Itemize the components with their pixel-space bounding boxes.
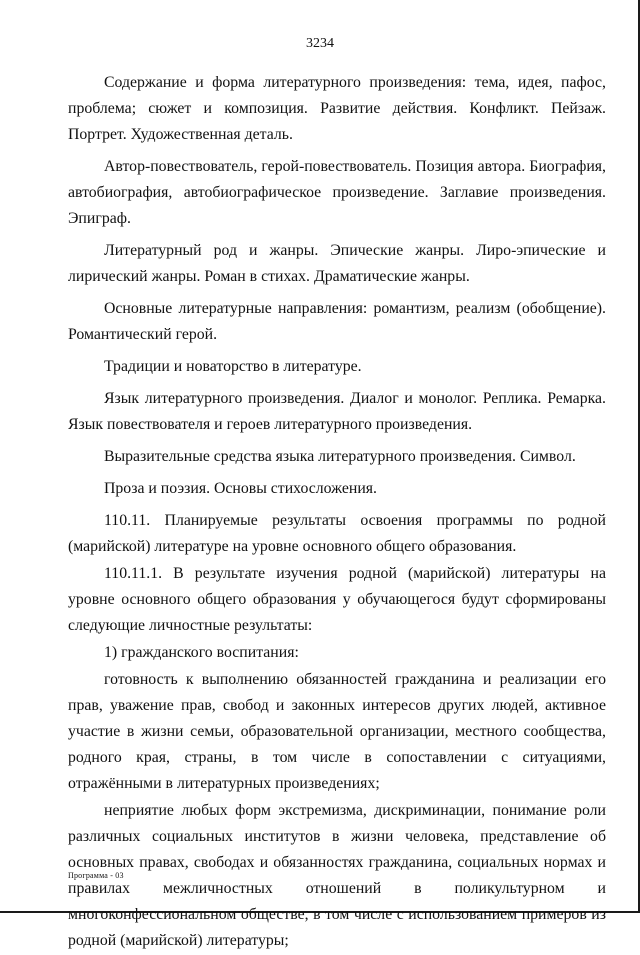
- paragraph-language: Язык литературного произведения. Диалог и монолог. Реплика. Ремарка. Язык повествователя и героев литературного произведения.: [68, 390, 606, 433]
- paragraph-section-110-11: 110.11. Планируемые результаты освоения программы по родной (марийской) литературе на уровне основного общего образования.: [68, 512, 606, 555]
- paragraph-traditions: Традиции и новаторство в литературе.: [104, 358, 362, 375]
- paragraph-narrator: Автор-повествователь, герой-повествователь. Позиция автора. Биография, автобиография, автобиографическое произведение. Заглавие произведения. Эпиграф.: [68, 158, 606, 227]
- page-number: 3234: [306, 36, 334, 51]
- paragraph-section-110-11-1: 110.11.1. В результате изучения родной (марийской) литературы на уровне основного общего образования у обучающегося будут сформированы следующие личностные результаты:: [68, 565, 606, 634]
- paragraph-prose-poetry: Проза и поэзия. Основы стихосложения.: [104, 480, 377, 497]
- document-body: [68, 70, 606, 955]
- paragraph-content-and-form: Содержание и форма литературного произведения: тема, идея, пафос, проблема; сюжет и композиция. Развитие действия. Конфликт. Пейзаж. Портрет. Художественная деталь.: [68, 74, 606, 143]
- paragraph-literary-movements: Основные литературные направления: романтизм, реализм (обобщение). Романтический герой.: [68, 300, 606, 343]
- paragraph-extremism-rejection: неприятие любых форм экстремизма, дискриминации, понимание роли различных социальных институтов в жизни человека, представление об основных правах, свободах и обязанностях гражданина, социальных нормах и правилах межличностных отношений в поликультурном и многоконфессиональном обществе, в том числе с использованием примеров из родной (марийской) литературы;: [68, 802, 606, 949]
- paragraph-expressive-means: Выразительные средства языка литературного произведения. Символ.: [104, 448, 576, 465]
- paragraph-civic-readiness: готовность к выполнению обязанностей гражданина и реализации его прав, уважение прав, свобод и законных интересов других людей, активное участие в жизни семьи, образовательной организации, местного сообщества, родного края, страны, в том числе в сопоставлении с ситуациями, отражёнными в литературных произведениях;: [68, 671, 606, 792]
- footer-program-label: Программа - 03: [68, 871, 124, 880]
- paragraph-genres: Литературный род и жанры. Эпические жанры. Лиро-эпические и лирический жанры. Роман в стихах. Драматические жанры.: [68, 242, 606, 285]
- paragraph-civic-education-heading: 1) гражданского воспитания:: [104, 644, 299, 661]
